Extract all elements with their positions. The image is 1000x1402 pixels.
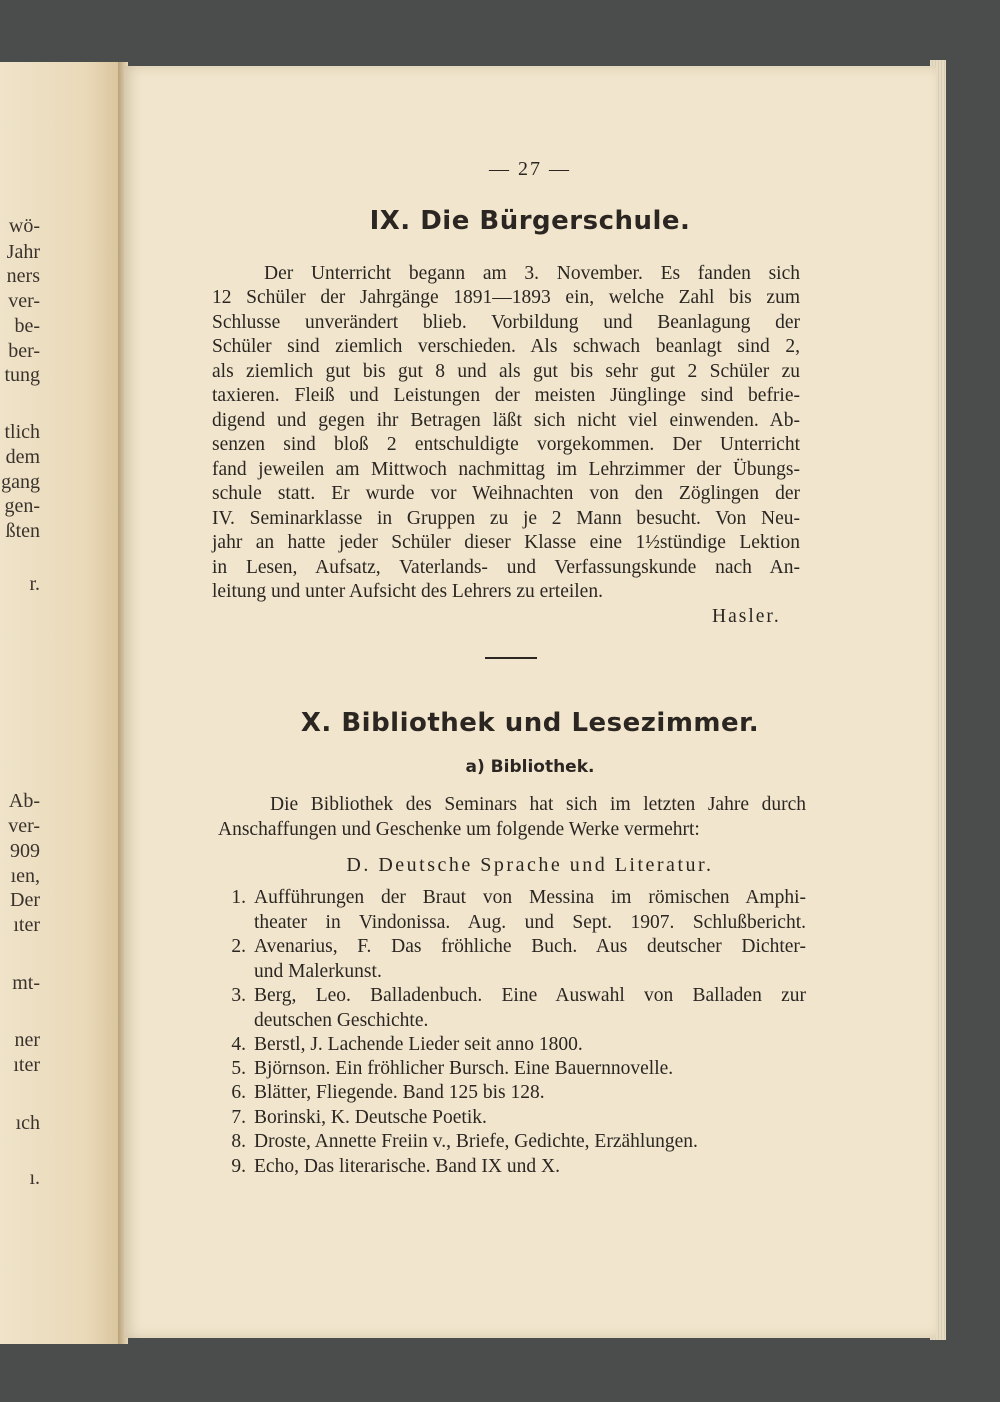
left-fragment: ber- bbox=[8, 340, 40, 362]
signature: Hasler. bbox=[712, 606, 781, 627]
list-item-number: 6. bbox=[231, 1082, 246, 1103]
paragraph-line: fand jeweilen am Mittwoch nachmittag im Lehrzimmer der Übungs- bbox=[212, 459, 800, 480]
paragraph-line: 12 Schüler der Jahrgänge 1891—1893 ein, welche Zahl bis zum bbox=[212, 287, 800, 308]
left-fragment: ıter bbox=[13, 914, 40, 936]
list-item-number: 9. bbox=[231, 1156, 246, 1177]
paragraph-line: taxieren. Fleiß und Leistungen der meisten Jünglinge sind befrie- bbox=[212, 385, 800, 406]
left-fragment: Der bbox=[10, 889, 40, 911]
left-fragment: ver- bbox=[8, 815, 40, 837]
intro-line: Die Bibliothek des Seminars hat sich im letzten Jahre durch bbox=[270, 794, 806, 815]
left-fragment: ı. bbox=[29, 1167, 40, 1189]
intro-line: Anschaffungen und Geschenke um folgende Werke vermehrt: bbox=[218, 819, 700, 840]
list-item-line: deutschen Geschichte. bbox=[254, 1010, 429, 1031]
paragraph-line: Der Unterricht begann am 3. November. Es fanden sich bbox=[264, 263, 800, 284]
list-item-line: Björnson. Ein fröhlicher Bursch. Eine Bauernnovelle. bbox=[254, 1058, 674, 1079]
left-fragment: 909 bbox=[10, 840, 40, 862]
list-item-number: 1. bbox=[231, 887, 246, 908]
left-page bbox=[0, 62, 122, 1344]
left-fragment: Jahr bbox=[6, 241, 40, 263]
section-title-bibliothek: X. Bibliothek und Lesezimmer. bbox=[300, 708, 760, 738]
list-item-line: Blätter, Fliegende. Band 125 bis 128. bbox=[254, 1082, 545, 1103]
left-fragment: ver- bbox=[8, 290, 40, 312]
list-item-number: 7. bbox=[231, 1107, 246, 1128]
left-fragment: ıter bbox=[13, 1054, 40, 1076]
left-fragment: tlich bbox=[4, 421, 40, 443]
category-heading: D. Deutsche Sprache und Literatur. bbox=[346, 854, 714, 876]
subsection-title: a) Bibliothek. bbox=[465, 757, 595, 777]
paragraph-line: in Lesen, Aufsatz, Vaterlands- und Verfassungskunde nach An- bbox=[212, 557, 800, 578]
left-fragment: wö- bbox=[8, 215, 40, 237]
paragraph-line: senzen sind bloß 2 entschuldigte vorgekommen. Der Unterricht bbox=[212, 434, 800, 455]
list-item-number: 2. bbox=[231, 936, 246, 957]
list-item-line: Aufführungen der Braut von Messina im römischen Amphi- bbox=[254, 887, 806, 908]
paragraph-line: als ziemlich gut bis gut 8 und als gut bis sehr gut 2 Schüler zu bbox=[212, 361, 800, 382]
list-item-line: Berstl, J. Lachende Lieder seit anno 1800. bbox=[254, 1034, 583, 1055]
list-item-line: theater in Vindonissa. Aug. und Sept. 1907. Schlußbericht. bbox=[254, 912, 806, 933]
list-item-line: Berg, Leo. Balladenbuch. Eine Auswahl von Balladen zur bbox=[254, 985, 806, 1006]
right-page bbox=[124, 66, 936, 1338]
paragraph-line: Schüler sind ziemlich verschieden. Als schwach beanlagt sind 2, bbox=[212, 336, 800, 357]
left-fragment: ıch bbox=[15, 1112, 40, 1134]
paragraph-line: Schlusse unverändert blieb. Vorbildung und Beanlagung der bbox=[212, 312, 800, 333]
left-fragment: ıen, bbox=[10, 865, 40, 887]
paragraph-line: leitung und unter Aufsicht des Lehrers zu erteilen. bbox=[212, 581, 603, 602]
list-item-number: 5. bbox=[231, 1058, 246, 1079]
list-item-line: Borinski, K. Deutsche Poetik. bbox=[254, 1107, 487, 1128]
list-item-line: Echo, Das literarische. Band IX und X. bbox=[254, 1156, 560, 1177]
left-fragment: tung bbox=[4, 364, 40, 386]
section-divider bbox=[485, 657, 537, 659]
list-item-line: und Malerkunst. bbox=[254, 961, 382, 982]
paragraph-line: IV. Seminarklasse in Gruppen zu je 2 Mann besucht. Von Neu- bbox=[212, 508, 800, 529]
list-item-line: Avenarius, F. Das fröhliche Buch. Aus deutscher Dichter- bbox=[254, 936, 806, 957]
left-fragment: Ab- bbox=[8, 790, 40, 812]
list-item-number: 4. bbox=[231, 1034, 246, 1055]
left-fragment: be- bbox=[14, 315, 40, 337]
left-fragment: ners bbox=[6, 265, 40, 287]
left-fragment: gen- bbox=[4, 495, 40, 517]
paragraph-line: schule statt. Er wurde vor Weihnachten von den Zöglingen der bbox=[212, 483, 800, 504]
list-item-number: 3. bbox=[231, 985, 246, 1006]
left-fragment: dem bbox=[5, 446, 40, 468]
left-fragment: gang bbox=[1, 471, 40, 493]
paragraph-line: digend und gegen ihr Betragen läßt sich nicht viel einwenden. Ab- bbox=[212, 410, 800, 431]
left-fragment: mt- bbox=[12, 972, 40, 994]
page-number: — 27 — bbox=[489, 158, 571, 180]
left-fragment: ßten bbox=[5, 520, 40, 542]
left-fragment: r. bbox=[29, 573, 40, 595]
section-title-buergerschule: IX. Die Bürgerschule. bbox=[369, 206, 691, 236]
list-item-line: Droste, Annette Freiin v., Briefe, Gedichte, Erzählungen. bbox=[254, 1131, 698, 1152]
list-item-number: 8. bbox=[231, 1131, 246, 1152]
paragraph-line: jahr an hatte jeder Schüler dieser Klasse eine 1½stündige Lektion bbox=[212, 532, 800, 553]
left-fragment: ner bbox=[14, 1029, 40, 1051]
